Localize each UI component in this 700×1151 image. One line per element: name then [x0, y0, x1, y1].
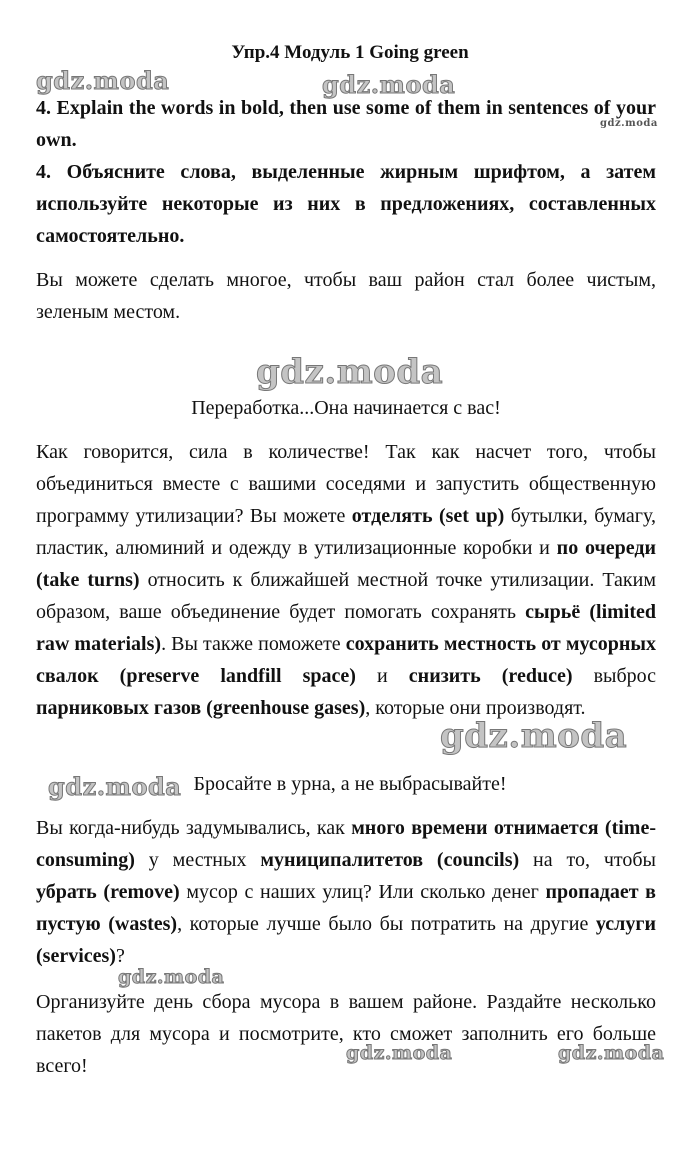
- text-run: относить к ближайшей местной точке утилизации. Таким образом, ваше объединение будет помогать сохранять: [36, 569, 657, 623]
- bold-term: муниципалитетов (councils): [260, 849, 520, 871]
- page-title: Упр.4 Модуль 1 Going green: [231, 42, 469, 63]
- closing-paragraph: Организуйте день сбора мусора в вашем районе. Раздайте несколько пакетов для мусора и посмотрите, кто сможет заполнить его больше всего!: [36, 991, 656, 1077]
- bold-term: сырьё (limited raw materials): [36, 601, 656, 655]
- watermark: gdz.moda: [600, 118, 658, 129]
- watermark: gdz.moda: [440, 716, 628, 756]
- watermark: gdz.moda: [558, 1042, 665, 1064]
- bold-term: сохранить местность от мусорных свалок (preserve landfill space): [36, 633, 657, 687]
- bold-term: услуги (services): [36, 913, 656, 967]
- text-run: и: [355, 665, 409, 687]
- bold-term: много времени отнимается (time-consuming): [36, 817, 656, 871]
- text-run: . Вы также поможете: [161, 633, 346, 655]
- section1-paragraph: [36, 436, 656, 724]
- intro-paragraph: Вы можете сделать многое, чтобы ваш район стал более чистым, зеленым местом.: [36, 269, 656, 323]
- text-run: на то, чтобы: [519, 849, 656, 871]
- watermark: gdz.moda: [36, 66, 170, 95]
- section1-heading: Переработка...Она начинается с вас!: [191, 397, 501, 419]
- watermark: gdz.moda: [346, 1042, 453, 1064]
- section2-paragraph: [36, 812, 656, 972]
- text-run: , которые лучше было бы потратить на другие: [177, 913, 596, 935]
- bold-term: отделять (set up): [351, 505, 505, 527]
- bold-term: пропадает в пустую (wastes): [36, 881, 656, 935]
- text-run: ?: [115, 945, 125, 967]
- bold-term: убрать (remove): [36, 881, 180, 903]
- text-run: , которые они производят.: [365, 697, 586, 719]
- text-run: Как говорится, сила в количестве! Так как насчет того, чтобы объединиться вместе с вашими соседями и запустить общественную программу утилизации? Вы можете: [36, 441, 656, 527]
- bold-term: парниковых газов (greenhouse gases): [36, 697, 366, 719]
- bold-term: снизить (reduce): [408, 665, 573, 687]
- watermark: gdz.moda: [48, 772, 182, 801]
- text-run: бутылки, бумагу, пластик, алюминий и одежду в утилизационные коробки и: [36, 505, 656, 559]
- watermark: gdz.moda: [118, 966, 225, 988]
- watermark: gdz.moda: [256, 352, 444, 392]
- text-run: выброс: [572, 665, 657, 687]
- task-english: 4. Explain the words in bold, then use some of them in sentences of your own.: [36, 97, 656, 151]
- section2-heading: Бросайте в урна, а не выбрасывайте!: [193, 773, 507, 795]
- text-run: мусор с наших улиц? Или сколько денег: [179, 881, 546, 903]
- text-run: Вы когда-нибудь задумывались, как: [36, 817, 352, 839]
- watermark: gdz.moda: [322, 70, 456, 99]
- task-russian: 4. Объясните слова, выделенные жирным шрифтом, а затем используйте некоторые из них в предложениях, составленных самостоятельно.: [36, 161, 656, 247]
- bold-term: по очереди (take turns): [36, 537, 656, 591]
- text-run: у местных: [134, 849, 261, 871]
